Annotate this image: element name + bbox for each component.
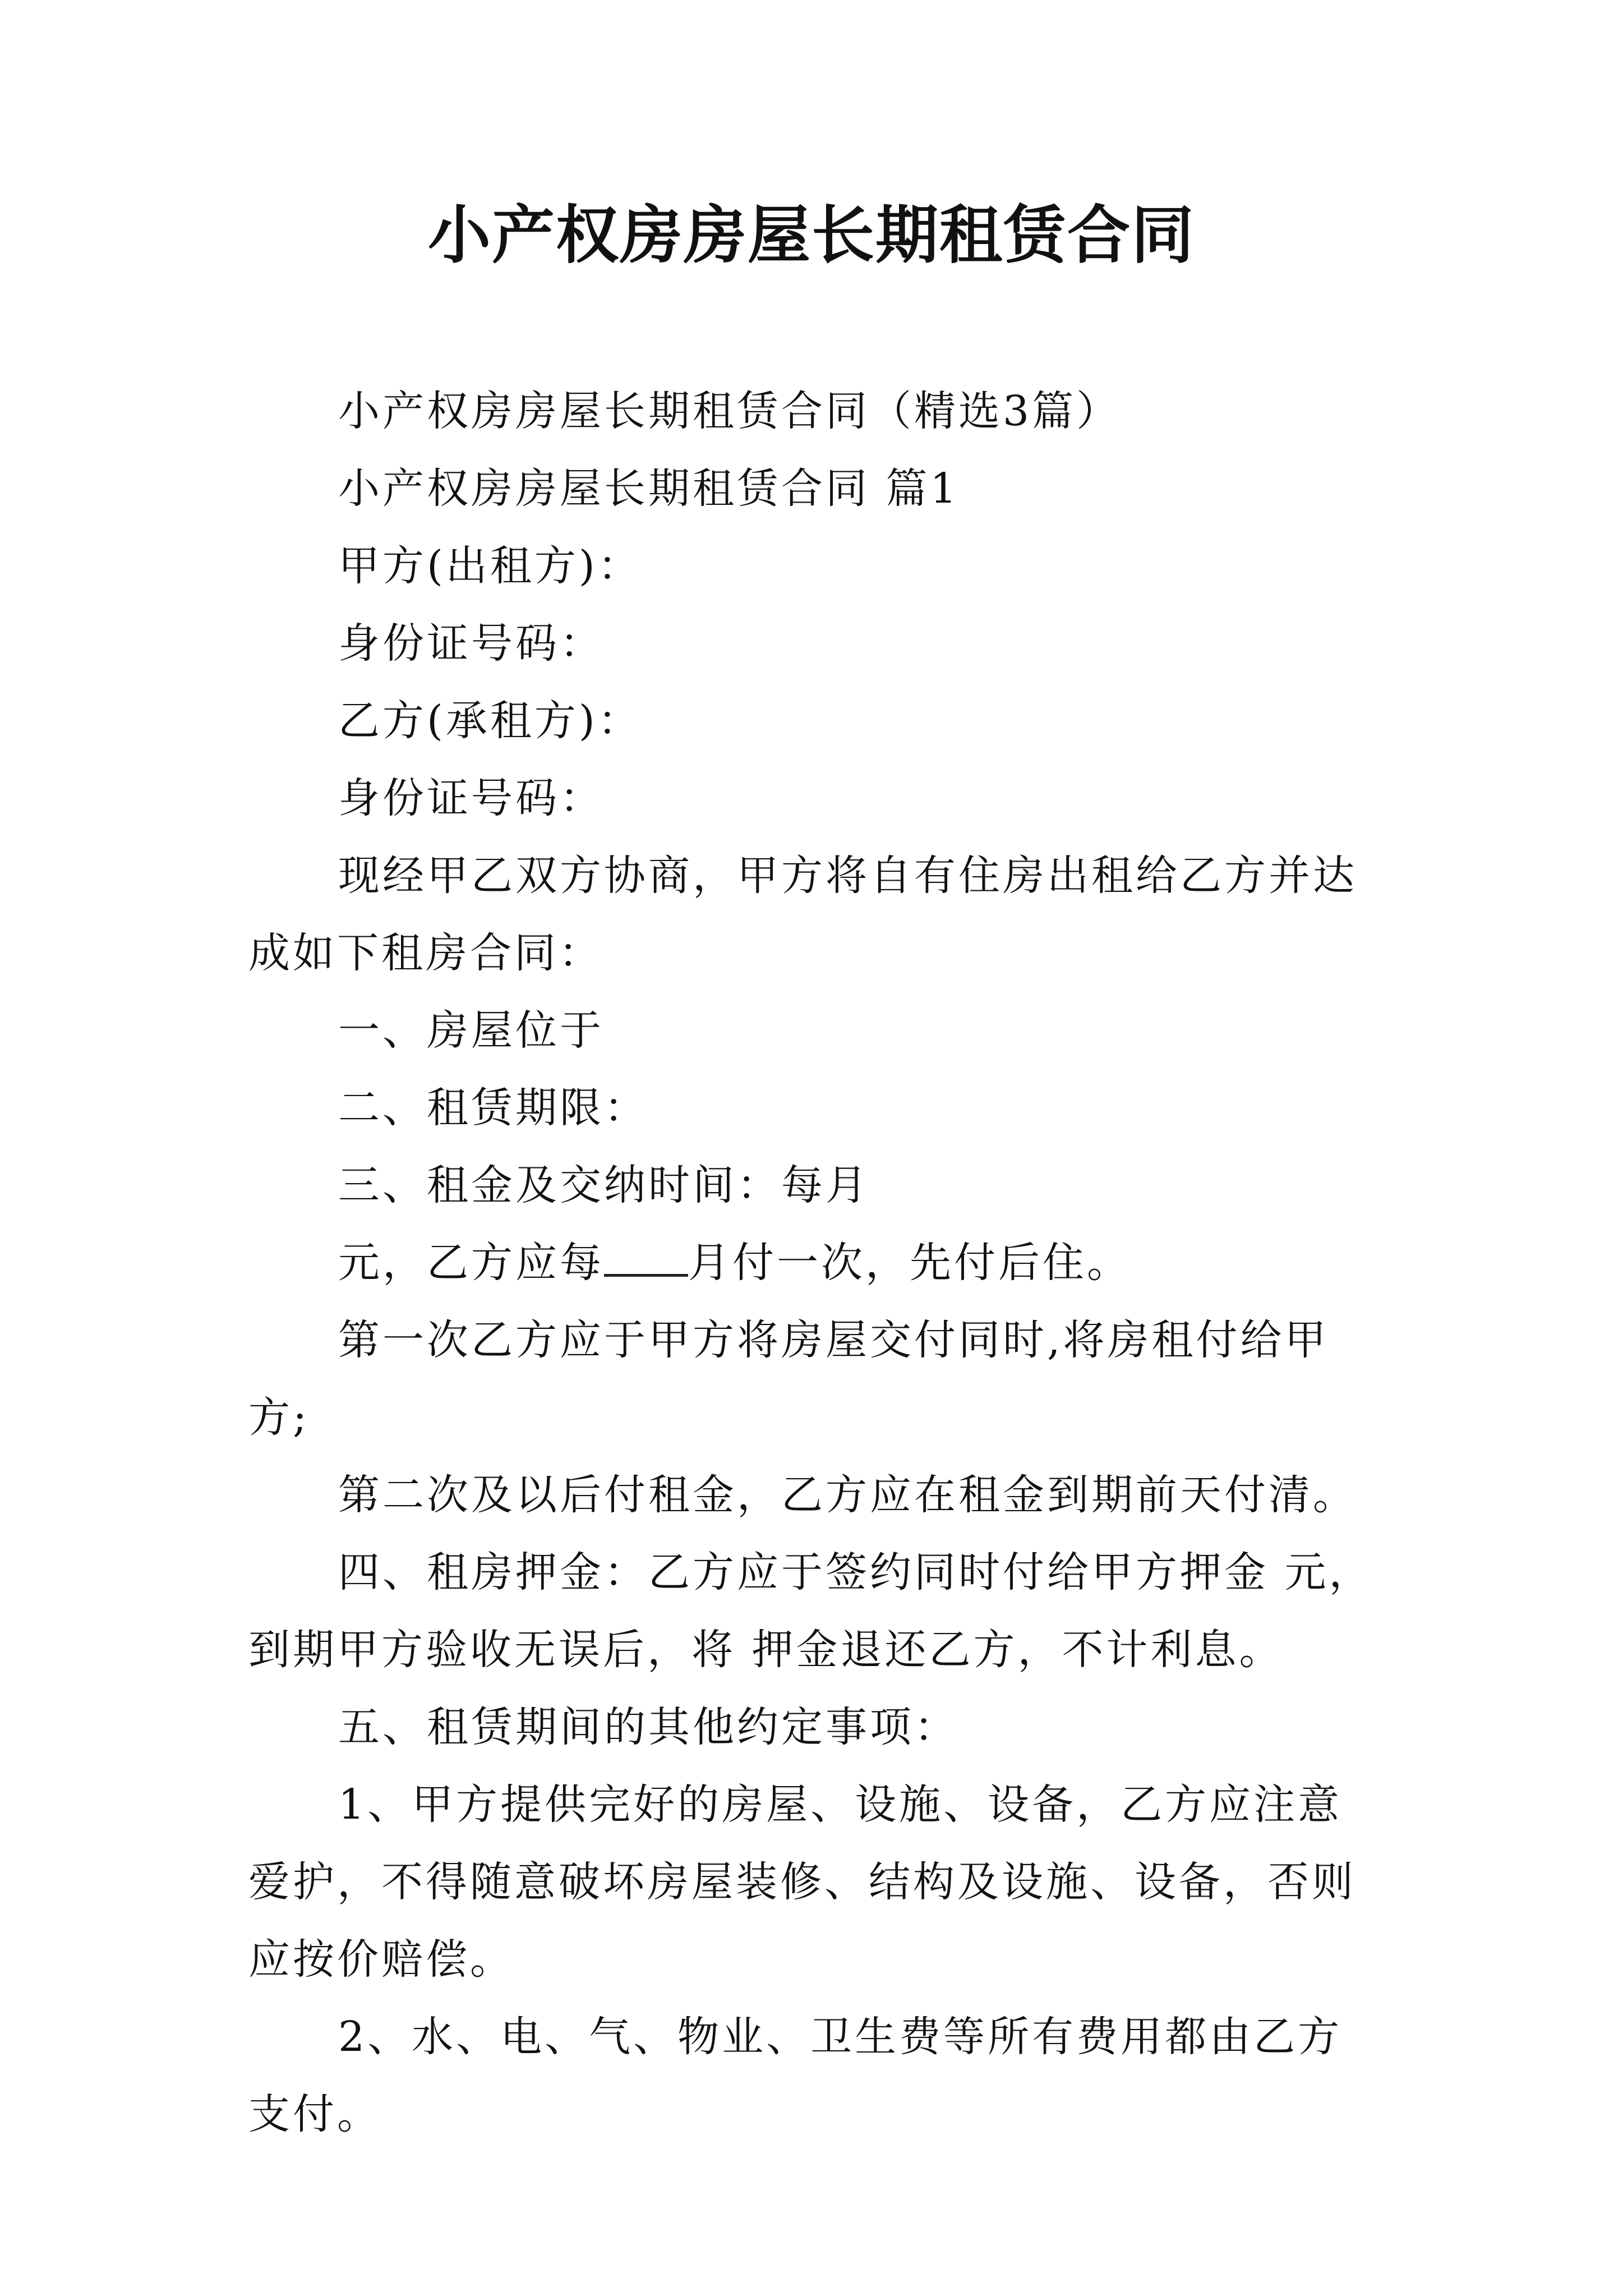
paragraph-party-b-id: 身份证号码：	[338, 774, 604, 822]
paragraph-clause-3-rent: 三、租金及交纳时间：每月	[338, 1161, 870, 1209]
paragraph-subtitle: 小产权房房屋长期租赁合同（精选3篇）	[338, 387, 1121, 435]
blank-line	[604, 1240, 688, 1277]
paragraph-clause-4-deposit: 四、租房押金：乙方应于签约同时付给甲方押金 元，到期甲方验收无误后，将 押金退还乙方，不计利息。	[248, 1548, 1373, 1674]
paragraph-first-payment: 第一次乙方应于甲方将房屋交付同时,将房租付给甲方;	[248, 1316, 1329, 1442]
document-body	[248, 372, 1381, 2153]
paragraph-section-heading: 小产权房房屋长期租赁合同 篇1	[338, 464, 960, 513]
paragraph-party-b: 乙方(承租方)：	[338, 697, 642, 745]
paragraph-later-payments: 第二次及以后付租金，乙方应在租金到期前天付清。	[338, 1471, 1357, 1519]
paragraph-preamble: 现经甲乙双方协商，甲方将自有住房出租给乙方并达成如下租房合同：	[248, 852, 1357, 977]
paragraph-item-1: 1、甲方提供完好的房屋、设施、设备，乙方应注意爱护，不得随意破坏房屋装修、结构及设施、设备，否则应按价赔偿。	[248, 1780, 1356, 1984]
paragraph-party-a: 甲方(出租方)：	[338, 542, 642, 590]
document-title: 小产权房房屋长期租赁合同	[428, 199, 1195, 272]
payment-text-after: 月付一次，先付后住。	[688, 1239, 1131, 1287]
paragraph-item-2: 2、水、电、气、物业、卫生费等所有费用都由乙方支付。	[248, 2013, 1343, 2138]
paragraph-clause-5-other: 五、租赁期间的其他约定事项：	[338, 1703, 958, 1751]
paragraph-clause-2-term: 二、租赁期限：	[338, 1084, 648, 1132]
paragraph-party-a-id: 身份证号码：	[338, 619, 604, 668]
paragraph-clause-1-location: 一、房屋位于	[338, 1006, 604, 1055]
payment-text-before: 元，乙方应每	[338, 1239, 604, 1287]
paragraph-payment-frequency	[248, 1224, 1381, 1301]
